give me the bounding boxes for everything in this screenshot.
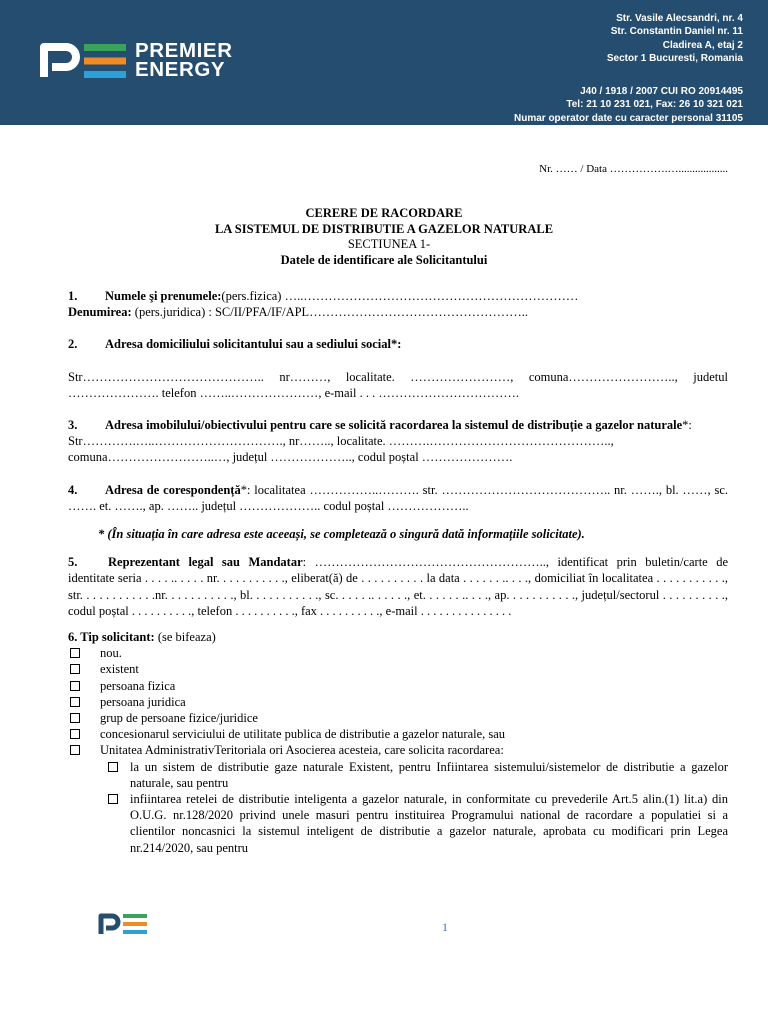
field-2-heading: 2. Adresa domiciliului solicitantului sau a sediului social*: [68, 337, 402, 352]
logo-line-1: PREMIER [135, 39, 233, 62]
checkbox[interactable] [70, 745, 80, 755]
checkbox[interactable] [70, 648, 80, 658]
applicant-type-hint: (se bifeaza) [154, 630, 216, 645]
field-5-representative: 5. Reprezentant legal sau Mandatar: ……………………………………………….., identificat prin buletin/carte de identitate seria . . . . .. . . . . nr. . . . . . . . . . ., eliberat(ă) de . . . . . . . . . . la data . . . . . . .. . . ., domiciliat în localitatea . . . . . . . . . . ., str. . . . . . . . . . . .nr. . . . . . . . . . ., bl. . . . . . . . . . ., sc. . . . . .. . . . . ., et. . . . . . .. . . ., ap. . . . . . . . . . ., județul/sectorul . . . . . . . . . ., codul poștal . . . . . . . . . ., telefon . . . . . . . . . ., fax . . . . . . . . . ., e-mail . . . . . . . . . . . . . . . [68, 555, 728, 618]
address-line: Cladirea A, etaj 2 [662, 39, 743, 51]
correspondence-label: Adresa de corespondență [105, 482, 241, 497]
option-grup-persoane[interactable]: grup de persoane fizice/juridice [68, 710, 728, 726]
domicile-address-blanks[interactable]: Str…………………………………….. nr………, localitate. ……………………, comuna…………………….., judetul …………………. telefon ……..…………………, e-mail . . . ……………………………. [68, 369, 728, 400]
representative-label: Reprezentant legal sau Mandatar [108, 555, 303, 570]
logo-line-2: ENERGY [135, 58, 226, 81]
premier-energy-logo-icon [40, 43, 128, 79]
registration-number-date: Nr. …… / Data …………….….................. [539, 163, 728, 175]
field-3-heading: 3. Adresa imobilului/obiectivului pentru care se solicită racordarea la sistemul de distribuție a gazelor naturale*: [68, 418, 692, 433]
footer-logo-icon [98, 913, 148, 935]
address-line: Str. Vasile Alecsandri, nr. 4 [616, 13, 743, 24]
property-address-line-1[interactable]: Str………….…..…………………………., nr…….., localitate. ……….…………………………………….., [68, 434, 614, 449]
registry-line: Numar operator date cu caracter personal 31105 [514, 112, 743, 124]
sub-option-sistem-existent[interactable]: la un sistem de distributie gaze naturale Existent, pentru Infiintarea sistemului/sistemelor de distributie a gazelor naturale, sau pentru [106, 759, 728, 791]
checkbox[interactable] [108, 794, 118, 804]
registry-line: J40 / 1918 / 2007 CUI RO 20914495 [580, 86, 743, 98]
address-line: Str. Constantin Daniel nr. 11 [610, 26, 743, 38]
checkbox[interactable] [108, 762, 118, 772]
document-title [0, 206, 768, 268]
registry-line: Tel: 21 10 231 021, Fax: 26 10 321 021 [566, 99, 743, 111]
property-address-line-2[interactable]: comuna……………………..…, județul ……………….., codul poștal …………………. [68, 450, 513, 465]
option-uat[interactable]: Unitatea AdministrativTeritoriala ori Asocierea acesteia, care solicita racordarea: [68, 742, 728, 758]
representative-blanks[interactable]: : ……………………………………………….., identificat prin buletin/carte de identitate seria . . . . .. . . . . nr. . . . . . . . . . ., eliberat(ă) de . . . . . . . . . . la data . . . . . . .. . . ., domiciliat în localitatea . . . . . . . . . . ., str. . . . . . . . . . . .nr. . . . . . . . . . ., bl. . . . . . . . . . ., sc. . . . . .. . . . . ., et. . . . . . .. . . ., ap. . . . . . . . . . ., județul/sectorul . . . . . . . . . ., codul poștal . . . . . . . . . ., telefon . . . . . . . . . ., fax . . . . . . . . . ., e-mail . . . . . . . . . . . . . . . [68, 555, 728, 618]
company-address-block [514, 12, 743, 125]
section-label: SECTIUNEA 1- [347, 237, 431, 251]
checkbox[interactable] [70, 664, 80, 674]
title-line: CERERE DE RACORDARE [305, 206, 463, 220]
field-4-correspondence: 4. Adresa de corespondență*: localitatea ……………..………. str. ………………………………….. nr. ……., bl. ……, sc. ……. et. ……., ap. …….. județul ……………….. codul poștal ……………….. [68, 482, 729, 513]
checkbox[interactable] [70, 713, 80, 723]
option-nou[interactable]: nou. [68, 645, 728, 661]
company-logo-wordmark [135, 41, 233, 79]
form-body [68, 288, 728, 856]
field-1-denumire [68, 304, 728, 320]
checkbox[interactable] [70, 681, 80, 691]
address-line: Sector 1 Bucuresti, Romania [606, 52, 743, 64]
section-subtitle: Datele de identificare ale Solicitantului [280, 252, 488, 267]
same-address-note: * (În situația în care adresa este aceeași, se completează o singură dată informațiile solicitate). [98, 527, 585, 542]
name-label: Numele şi prenumele: [105, 289, 222, 303]
applicant-type-label: . Tip solicitant: [74, 630, 155, 645]
domicile-address-label: Adresa domiciliului solicitantului sau a sediului social*: [105, 337, 402, 352]
correspondence-blanks[interactable]: *: localitatea ……………..………. str. ………………………………….. nr. ……., bl. ……, sc. ……. et. ……., ap. …….. județul ……………….. codul poștal ……………….. [68, 482, 729, 513]
letterhead-banner [0, 0, 768, 125]
field-1-name: 1. Numele şi prenumele:(pers.fizica) …..………………………………………………………… [68, 289, 579, 303]
option-persoana-fizica[interactable]: persoana fizica [68, 678, 728, 694]
name-blank[interactable]: (pers.fizica) …..………………………………………………………… [221, 289, 579, 303]
sub-option-retea-inteligenta[interactable]: infiintarea retelei de distributie inteligenta a gazelor naturale, in conformitate cu prevederile Art.5 alin.(1) lit.a) din O.U.G. nr.128/2020 privind unele masuri pentru instituirea Programului national de racordare a populatiei si a clientilor noncasnici la sistemul inteligent de distributie a gazelor naturale, aprobata cu modificari prin Legea nr.214/2020, sau pentru [106, 791, 728, 856]
denumire-blank[interactable]: (pers.juridica) : SC/II/PFA/IF/APL…………………………………………….. [131, 305, 528, 320]
option-persoana-juridica[interactable]: persoana juridica [68, 694, 728, 710]
checkbox[interactable] [70, 729, 80, 739]
option-existent[interactable]: existent [68, 661, 728, 677]
page-number: 1 [442, 920, 448, 934]
field-6-heading: 6. Tip solicitant: (se bifeaza) [68, 630, 216, 645]
denumire-label: Denumirea: [68, 305, 132, 320]
checkbox[interactable] [70, 697, 80, 707]
title-line: LA SISTEMUL DE DISTRIBUTIE A GAZELOR NATURALE [214, 221, 554, 236]
option-concesionar[interactable]: concesionarul serviciului de utilitate publica de distributie a gazelor naturale, sau [68, 726, 728, 742]
property-address-label: Adresa imobilului/obiectivului pentru care se solicită racordarea la sistemul de distribuție a gazelor naturale [105, 418, 683, 433]
